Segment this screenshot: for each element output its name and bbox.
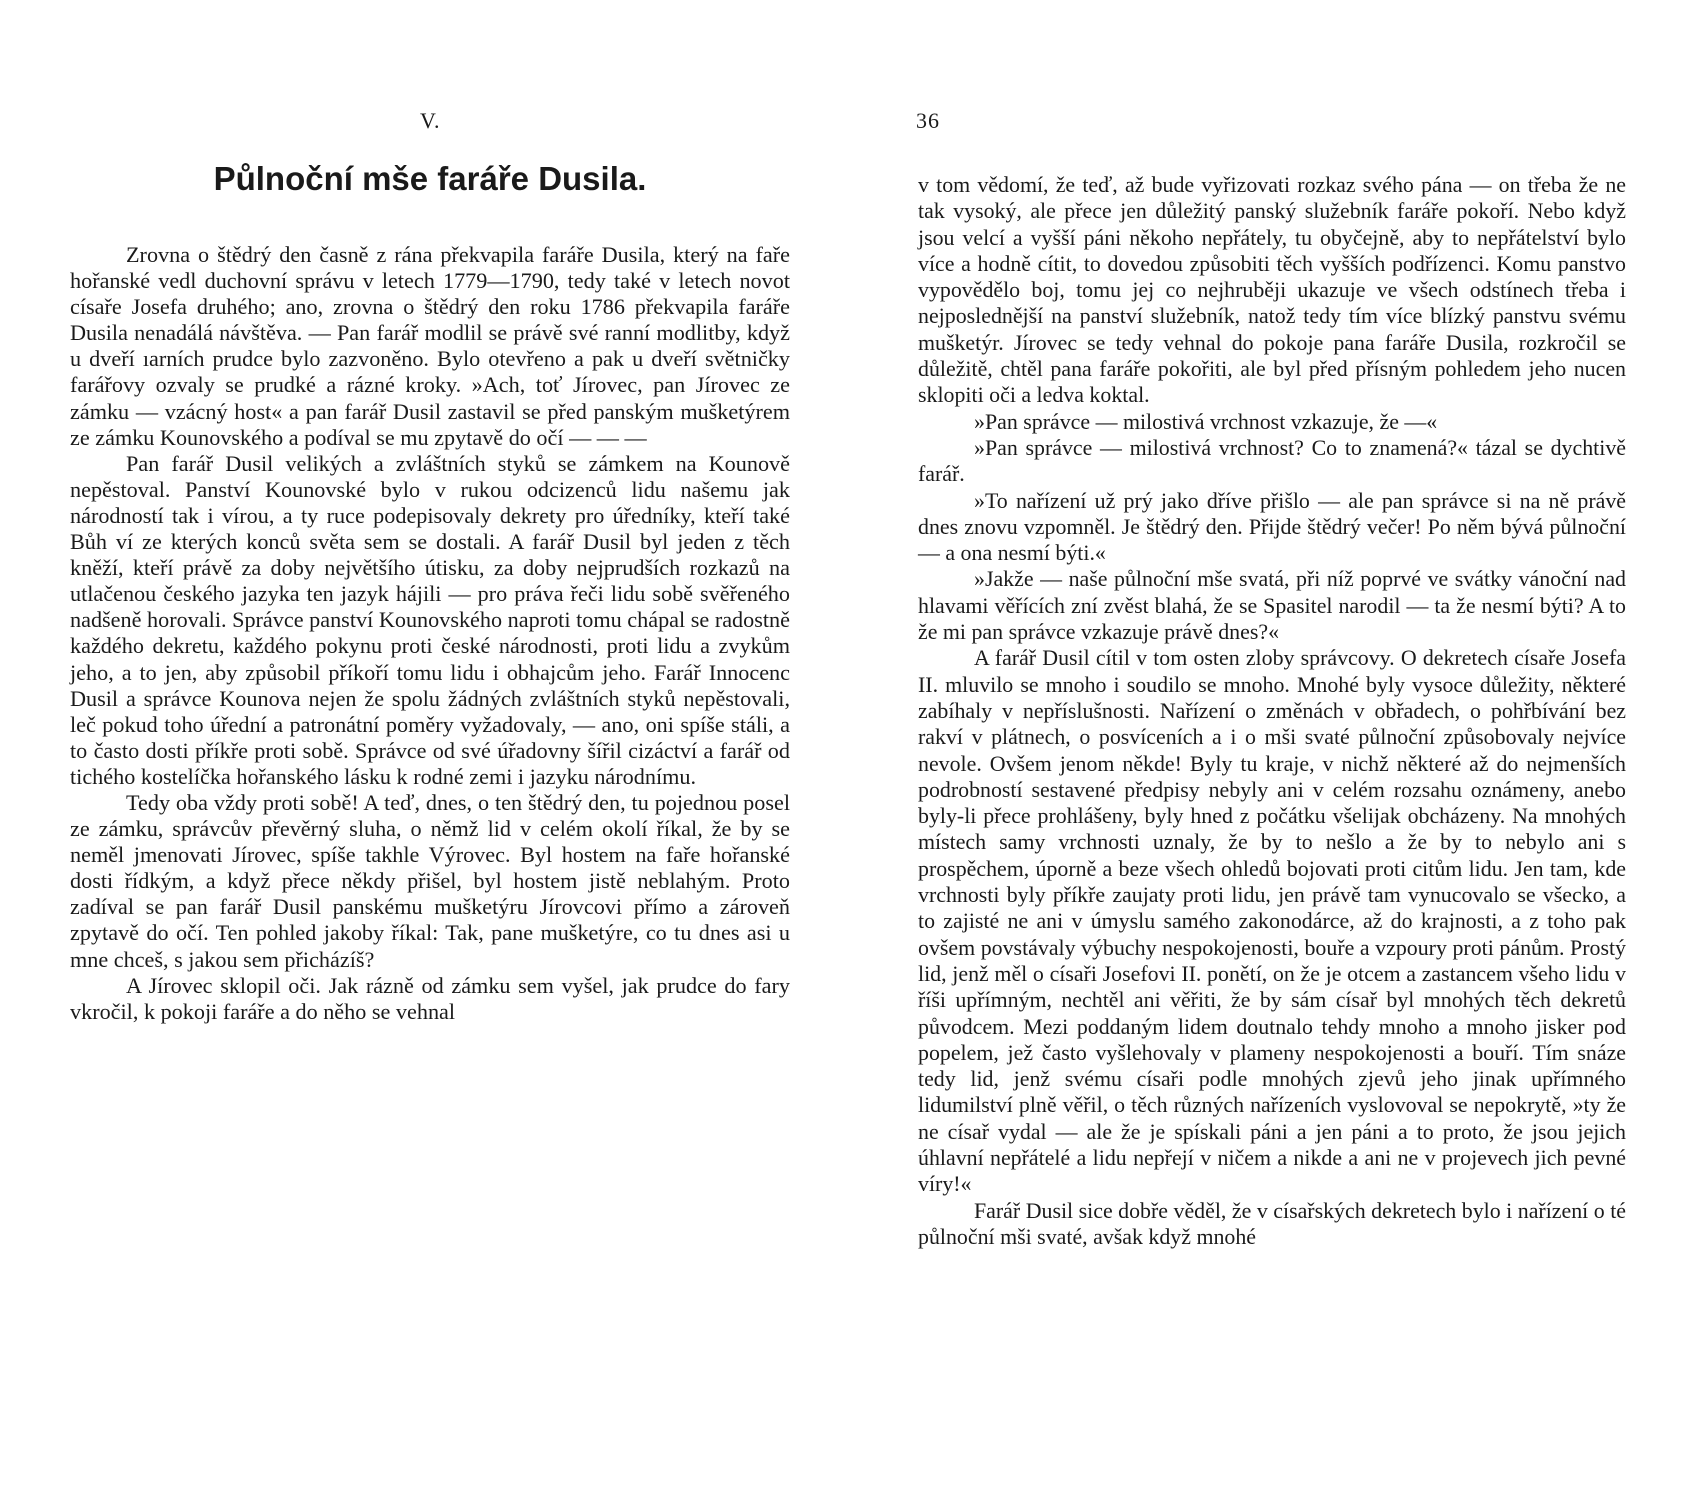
paragraph: »To nařízení už prý jako dříve přišlo — ale pan správce si na ně právě dnes znovu vzpomněl. Je štědrý den. Přijde štědrý večer! Po něm bývá půlnoční — a ona nesmí býti.« [918, 487, 1626, 566]
paragraph: »Pan správce — milostivá vrchnost? Co to znamená?« tázal se dychtivě farář. [918, 434, 1626, 487]
paragraph: Farář Dusil sice dobře věděl, že v císařských dekretech bylo i nařízení o té půlnoční mši svaté, avšak když mnohé [918, 1197, 1626, 1249]
paragraph: »Pan správce — milostivá vrchnost vzkazuje, že —« [974, 408, 1438, 434]
chapter-numeral: V. [420, 108, 441, 133]
right-page [918, 172, 1626, 1250]
chapter-title: Půlnoční mše faráře Dusila. [213, 160, 647, 197]
paragraph: Pan farář Dusil velikých a zvláštních styků se zámkem na Kounově nepěstoval. Panství Kounovské bylo v rukou odcizenců lidu našemu jak národností tak i vírou, a ty ruce podepisovaly dekrety pro úředníky, kteří také Bůh ví ze kterých konců světa sem se dostali. A farář Dusil byl jeden z těch kněží, kteří právě za doby největšího útisku, za doby nejprudších rozkazů na utlačenou českého jazyka ten jazyk hájili — pro práva řeči lidu sobě svěřeného nadšeně horovali. Správce panství Kounovského naproti tomu chápal se radostně každého dekretu, každého pokynu proti české národnosti, proti lidu a zvykům jeho, a to jen, aby způsobil příkoří tomu lidu i obhajcům jeho. Farář Innocenc Dusil a správce Kounova nejen že spolu žádných zvláštních styků nepěstovali, leč pokud toho úřední a patronátní poměry vyžadovaly, — ano, oni spíše stáli, a to často dosti příkře proti sobě. Správce od své úřadovny šířil cizáctví a farář od tichého kostelíčka hořanského lásku k rodné zemi i jazyku národnímu. [70, 450, 790, 789]
left-text [70, 242, 790, 1025]
left-page [70, 160, 790, 1025]
paragraph: »Jakže — naše půlnoční mše svatá, při níž poprvé ve svátky vánoční nad hlavami věřících zní zvěst blahá, že se Spasitel narodil — ta že nesmí býti? A to že mi pan správce vzkazuje právě dnes?« [918, 566, 1626, 645]
paragraph: A Jírovec sklopil oči. Jak rázně od zámku sem vyšel, jak prudce do fary vkročil, k pokoji faráře a do něho se vehnal [70, 972, 790, 1024]
page-number: 36 [916, 108, 940, 133]
paragraph: A farář Dusil cítil v tom osten zloby správcovy. O dekretech císaře Josefa II. mluvilo se mnoho i soudilo se mnoho. Mnohé byly vysoce důležity, některé zabíhaly v nepříslušnosti. Nařízení o změnách v obřadech, o pohřbívání bez rakví v plátnech, o posvíceních a i o mši svaté půlnoční způsobovaly nejvíce nevole. Ovšem jenom někde! Byly tu kraje, v nichž některé až do nejmenších podrobností sestavené předpisy nebyly ani v celém rozsahu oznámeny, anebo byly-li přece prohlášeny, byly hned z počátku všelijak obcházeny. Na mnohých místech samy vrchnosti uznaly, že by to nešlo a že by to nebylo ani s prospěchem, úporně a beze všech ohledů bojovati proti citům lidu. Jen tam, kde vrchnosti byly příkře zaujaty proti lidu, jen právě tam vynucovalo se všecko, a to zajisté ne ani v úmyslu samého zakonodárce, až do krajnosti, a z toho pak ovšem povstávaly výbuchy nespokojenosti, bouře a vzpoury proti pánům. Prostý lid, jenž měl o císaři Josefovi II. ponětí, on že je otcem a zastancem všeho lidu v říši upřímným, nechtěl ani věřiti, že by sám císař byl mnohých těch dekretů původcem. Mezi poddaným lidem doutnalo tehdy mnoho a mnoho jisker pod popelem, jež často vyšlehovaly v plameny nespokojenosti a bouří. Tím snáze tedy lid, jenž svému císaři podle mnohých zjevů jeho jinak upřímného lidumilství plně věřil, o těch různých nařízeních vyslovoval se nepokrytě, »ty že ne císař vydal — ale že je spískali páni a jen páni a to proto, že jsou jejich úhlavní nepřátelé a lidu nepřejí v ničem a nikde a ani ne v projevech jich pevné víry!« [918, 645, 1626, 1197]
paragraph: Zrovna o štědrý den časně z rána překvapila faráře Dusila, který na faře hořanské vedl duchovní správu v letech 1779—1790, tedy také v letech novot císaře Josefa druhého; ano, zrovna o štědrý den roku 1786 překvapila faráře Dusila nenadálá návštěva. — Pan farář modlil se právě své ranní modlitby, když u dveří ıarních prudce bylo zazvoněno. Bylo otevřeno a pak u dveří světničky farářovy ozvaly se prudké a rázné kroky. »Ach, toť Jírovec, pan Jírovec ze zámku — vzácný host« a pan farář Dusil zastavil se před panským mušketýrem ze zámku Kounovského a podíval se mu zpytavě do očí — — — [70, 242, 790, 450]
right-text [918, 172, 1626, 1250]
paragraph: v tom vědomí, že teď, až bude vyřizovati rozkaz svého pána — on třeba že ne tak vysoký, ale přece jen důležitý panský služebník faráře pokoří. Nebo když jsou velcí a vyšší páni někoho nepřátely, tu obyčejně, aby to nepřátelství bylo více a hodně cítit, to dovedou způsobiti těch vyšších podřízenci. Komu panstvo vypovědělo boj, tomu jej co nejhruběji ukazuje ve všech odstínech třeba i nejposlednější na panství služebník, natož tedy tím více blízký panstvu svému mušketýr. Jírovec se tedy vehnal do pokoje pana faráře Dusila, rozkročil se důležitě, chtěl pana faráře pokořiti, ale byl před přísným pohledem jeho nucen sklopiti oči a ledva koktal. [918, 172, 1626, 408]
paragraph: Tedy oba vždy proti sobě! A teď, dnes, o ten štědrý den, tu pojednou posel ze zámku, správcův převěrný sluha, o němž lid v celém okolí říkal, že by se neměl jmenovati Jírovec, spíše takhle Výrovec. Byl hostem na faře hořanské dosti řídkým, a když přece někdy přišel, byl hostem jistě neblahým. Proto zadíval se pan farář Dusil panskému mušketýru Jírovcovi přímo a zároveň zpytavě do očí. Ten pohled jakoby říkal: Tak, pane mušketýre, co tu dnes asi u mne chceš, s jakou sem přicházíš? [70, 789, 790, 972]
